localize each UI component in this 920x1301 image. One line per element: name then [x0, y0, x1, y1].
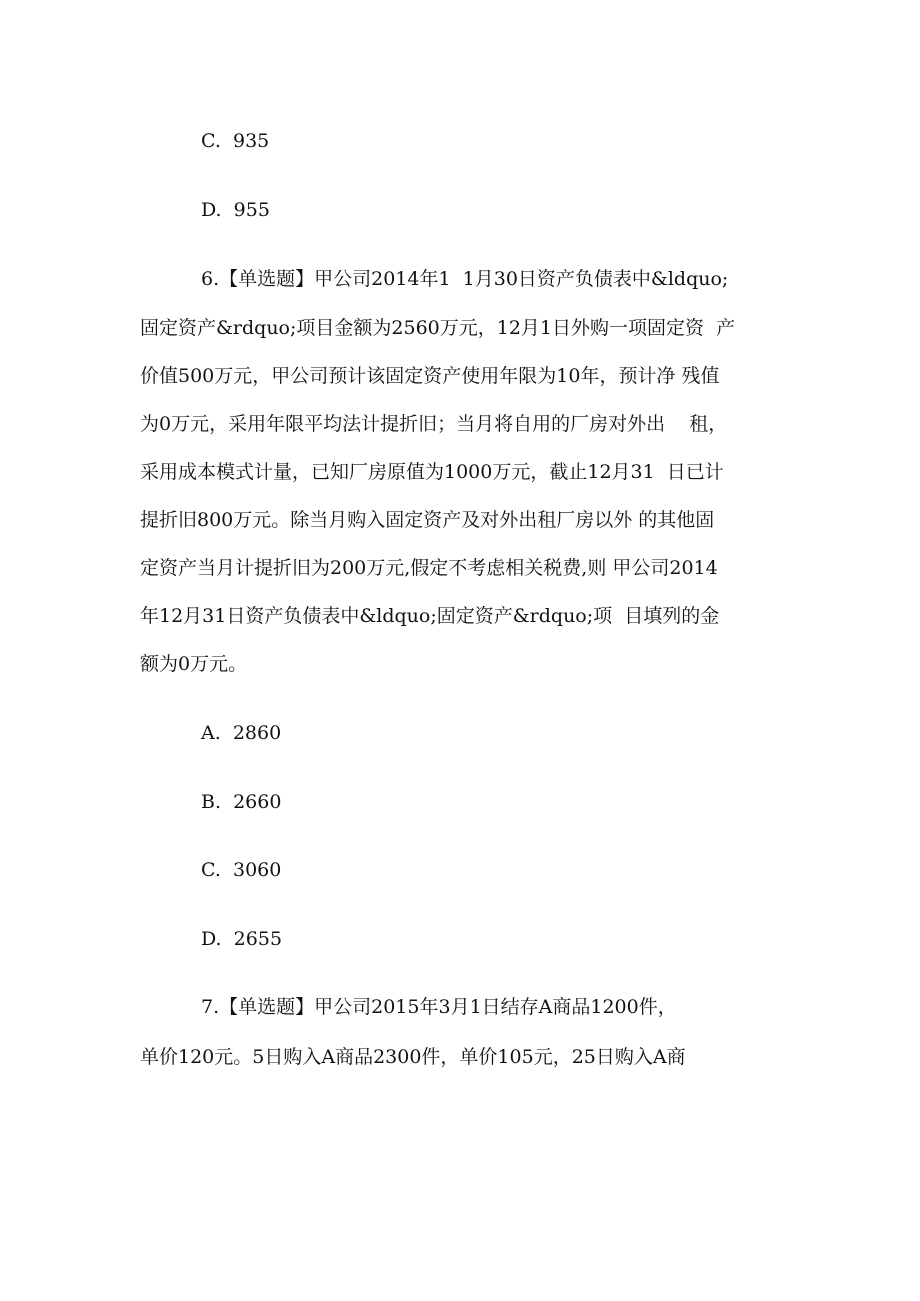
- question-6-line-8: 年12月31日资产负债表中&ldquo;固定资产&rdquo;项 目填列的金: [140, 605, 720, 627]
- question-6-option-d: D. 2655: [201, 928, 283, 950]
- question-6-line-9: 额为0万元。: [140, 653, 248, 675]
- question-6-option-b: B. 2660: [201, 791, 282, 813]
- question-7-line-1: 7.【单选题】甲公司2015年3月1日结存A商品1200件，: [201, 996, 677, 1018]
- question-6-option-a: A. 2860: [201, 722, 282, 744]
- question-6-option-c: C. 3060: [201, 859, 282, 881]
- question-6-line-2: 固定资产&rdquo;项目金额为2560万元，12月1日外购一项固定资 产: [140, 317, 736, 339]
- question-6-line-7: 定资产当月计提折旧为200万元,假定不考虑相关税费,则 甲公司2014: [140, 557, 718, 579]
- option-c-prev: C. 935: [201, 130, 270, 152]
- option-d-prev: D. 955: [201, 199, 270, 221]
- question-7-line-2: 单价120元。5日购入A商品2300件，单价105元，25日购入A商: [140, 1046, 686, 1068]
- question-6-line-3: 价值500万元，甲公司预计该固定资产使用年限为10年，预计净 残值: [140, 365, 720, 387]
- question-6-line-6: 提折旧800万元。除当月购入固定资产及对外出租厂房以外 的其他固: [140, 509, 715, 531]
- question-6-line-1: 6.【单选题】甲公司2014年1 1月30日资产负债表中&ldquo;: [201, 268, 729, 290]
- question-6-line-5: 采用成本模式计量，已知厂房原值为1000万元，截止12月31 日已计: [140, 461, 724, 483]
- question-6-line-4: 为0万元，采用年限平均法计提折旧；当月将自用的厂房对外出 租，: [140, 413, 728, 435]
